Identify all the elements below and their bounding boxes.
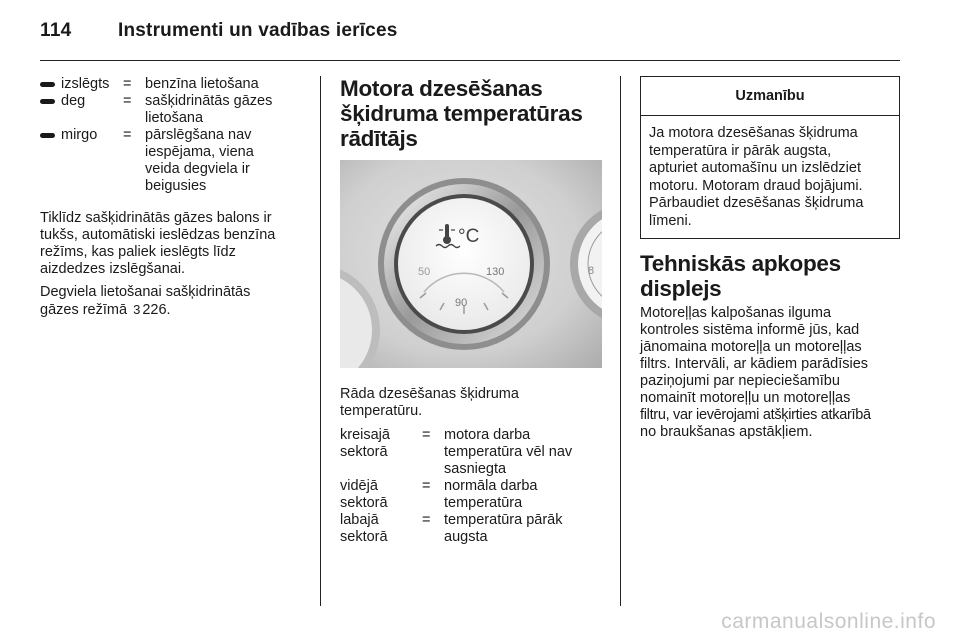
definition-line: lietošana xyxy=(145,110,204,126)
indicator-bar-icon xyxy=(40,133,55,138)
page-reference[interactable]: 226. xyxy=(142,302,171,318)
paragraph-lpg-empty xyxy=(40,210,308,278)
page-number: 114 xyxy=(40,20,72,41)
text-line: aizdedzes izslēgšanai. xyxy=(40,261,186,277)
definition-line: iespējama, viena xyxy=(145,144,254,160)
list-term: deg xyxy=(61,93,86,109)
text-line: Rāda dzesēšanas šķidruma xyxy=(340,386,519,402)
gauge-tick-label: 50 xyxy=(418,266,431,278)
list-definition xyxy=(145,93,308,127)
list-term: vidējā sektorā xyxy=(340,478,388,511)
definition-line: benzīna lietošana xyxy=(145,76,259,92)
page-title: Instrumenti un vadības ierīces xyxy=(118,20,398,41)
page-header xyxy=(40,14,900,56)
gauge-sector-list xyxy=(340,427,608,546)
list-equals: = xyxy=(422,512,431,528)
list-term: mirgo xyxy=(61,127,98,143)
caution-box xyxy=(640,76,900,239)
paragraph-service-display: Motoreļļas kalpošanas ilguma kontroles sistēma informē jūs, kad jānomaina motoreļļa un motoreļļas filtrs. Intervāli, ar kādiem parādīsies paziņojumi par nepieciešamību nomainīt motoreļļu un motoreļļas filtru, var ievērojami atšķirties atkarībā no braukšanas apstākļiem. xyxy=(640,305,871,440)
text-line: tukšs, automātiski ieslēdzas benzīna xyxy=(40,227,276,243)
list-item xyxy=(40,76,308,93)
partial-dial-label: 8 xyxy=(588,265,595,277)
list-equals: = xyxy=(123,93,132,109)
list-definition xyxy=(145,127,308,195)
text-line: Degviela lietošanai sašķidrinātās xyxy=(40,284,251,300)
list-definition xyxy=(145,76,308,93)
definition-line: pārslēgšana nav xyxy=(145,127,252,143)
watermark: carmanualsonline.info xyxy=(721,610,936,633)
header-divider xyxy=(40,60,900,61)
text-line: gāzes režīmā 3 226. xyxy=(40,302,171,318)
column-divider-1 xyxy=(320,76,321,606)
list-item xyxy=(40,127,308,195)
page-reference-arrow-icon: 3 xyxy=(133,302,141,317)
list-item xyxy=(40,93,308,127)
list-definition: motora darba temperatūra vēl nav sasniegta xyxy=(444,427,573,477)
list-term: izslēgts xyxy=(61,76,110,92)
coolant-gauge-figure xyxy=(340,160,602,368)
text-line: Tiklīdz sašķidrinātās gāzes balons ir xyxy=(40,210,272,226)
coolant-gauge-illustration xyxy=(340,160,602,368)
list-equals: = xyxy=(123,76,132,92)
text-line: temperatūru. xyxy=(340,403,423,419)
list-definition: normāla darba temperatūra xyxy=(444,478,538,511)
text-line: režīms, kas paliek ieslēgts līdz xyxy=(40,244,236,260)
indicator-bar-icon xyxy=(40,99,55,104)
temperature-unit-label: °C xyxy=(458,226,480,247)
gauge-tick-label: 90 xyxy=(455,297,468,309)
list-definition: temperatūra pārāk augsta xyxy=(444,512,563,545)
indicator-bar-icon xyxy=(40,82,55,87)
gauge-tick-label: 130 xyxy=(486,266,505,278)
column-divider-2 xyxy=(620,76,621,606)
definition-line: beigusies xyxy=(145,178,207,194)
section-heading-coolant: Motora dzesēšanas šķidruma temperatūras rādītājs xyxy=(340,76,583,151)
section-heading-service-display: Tehniskās apkopes displejs xyxy=(640,251,841,301)
list-term: kreisajā sektorā xyxy=(340,427,390,460)
list-equals: = xyxy=(123,127,132,143)
lpg-indicator-list xyxy=(40,76,308,195)
list-item xyxy=(340,478,608,512)
list-item xyxy=(340,427,608,478)
list-term: labajā sektorā xyxy=(340,512,388,545)
column-left xyxy=(40,76,308,319)
list-item xyxy=(340,512,608,546)
paragraph-lpg-fuel xyxy=(40,284,308,319)
definition-line: veida degviela ir xyxy=(145,161,250,177)
column-middle xyxy=(340,76,608,545)
caution-body: Ja motora dzesēšanas šķidruma temperatūra ir pārāk augsta, apturiet automašīnu un izslēdziet motoru. Motoram draud bojājumi. Pārbaudiet dzesēšanas šķidruma līmeni. xyxy=(649,125,864,229)
list-equals: = xyxy=(422,427,431,443)
definition-line: sašķidrinātās gāzes xyxy=(145,93,273,109)
gauge-caption xyxy=(340,386,608,420)
list-equals: = xyxy=(422,478,431,494)
caution-title: Uzmanību xyxy=(641,77,899,116)
